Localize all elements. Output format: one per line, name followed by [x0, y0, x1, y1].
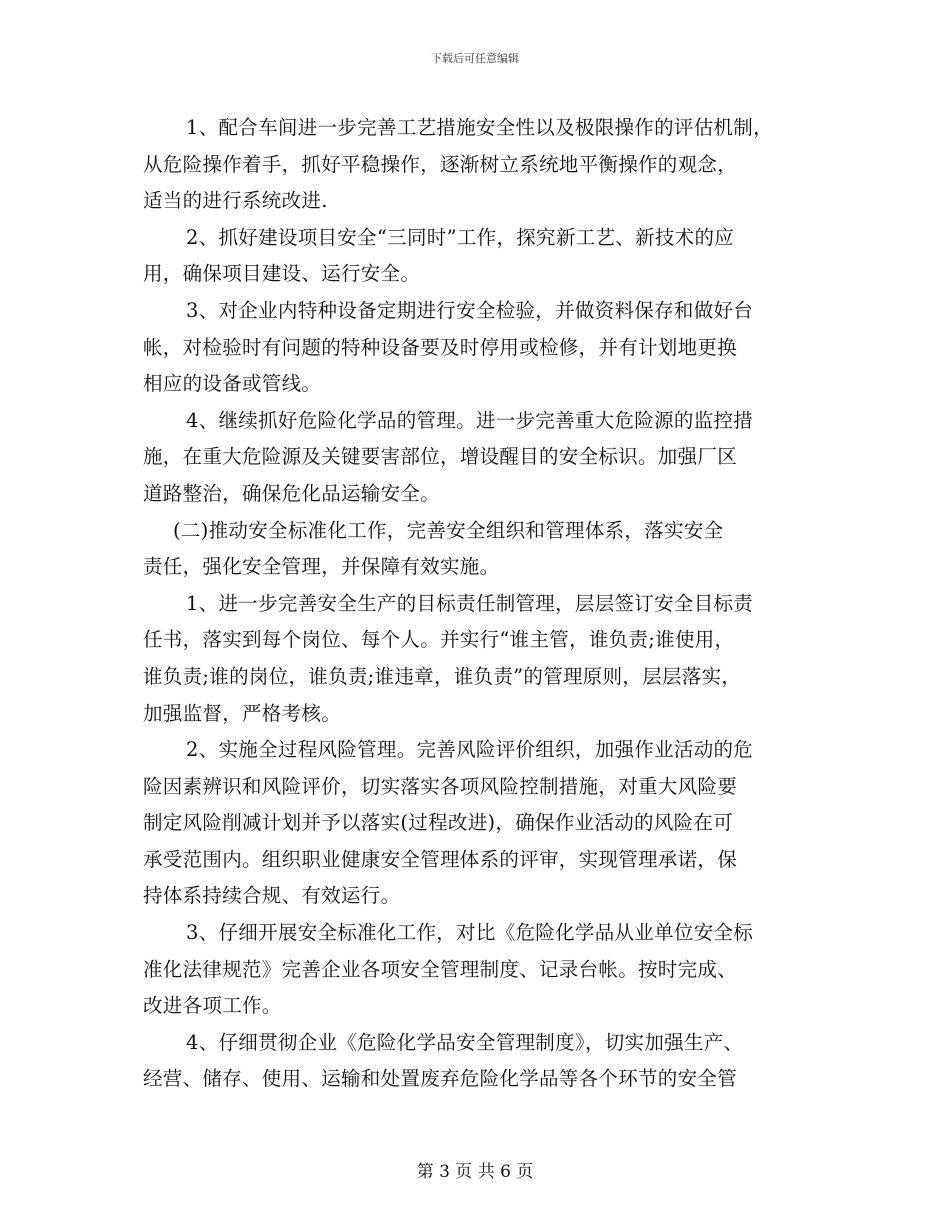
document-body [143, 110, 808, 1098]
paragraph-line: 谁负责;谁的岗位，谁负责;谁违章，谁负责”的管理原则，层层落实， [143, 664, 742, 688]
paragraph-line: 1、进一步完善安全生产的目标责任制管理，层层签订安全目标责 [186, 591, 754, 615]
paragraph-line: 承受范围内。组织职业健康安全管理体系的评审，实现管理承诺，保 [143, 847, 738, 871]
paragraph-line: 3、对企业内特种设备定期进行安全检验，并做资料保存和做好台 [186, 298, 754, 322]
paragraph-line: 帐，对检验时有问题的特种设备要及时停用或检修，并有计划地更换 [143, 335, 738, 359]
paragraph-line: 4、仔细贯彻企业《危险化学品安全管理制度》，切实加强生产、 [186, 1030, 744, 1054]
paragraph-line: 准化法律规范》完善企业各项安全管理制度、记录台帐。按时完成、 [143, 957, 738, 981]
paragraph-line: 用，确保项目建设、运行安全。 [143, 262, 421, 286]
paragraph-line: 险因素辨识和风险评价，切实落实各项风险控制措施，对重大风险要 [143, 774, 738, 798]
paragraph-line: 3、仔细开展安全标准化工作，对比《危险化学品从业单位安全标 [186, 921, 754, 945]
paragraph-line: 经营、储存、使用、运输和处置废弃危险化学品等各个环节的安全管 [143, 1067, 738, 1091]
paragraph-line: 任书，落实到每个岗位、每个人。并实行“谁主管，谁负责;谁使用， [143, 628, 735, 652]
paragraph-line: 相应的设备或管线。 [143, 372, 322, 396]
section-heading-line: (二)推动安全标准化工作，完善安全组织和管理体系，落实安全 [173, 518, 724, 542]
page-header: 下载后可任意编辑 [431, 52, 519, 65]
paragraph-line: 2、抓好建设项目安全“三同时”工作，探究新工艺、新技术的应 [186, 225, 735, 249]
paragraph-line: 制定风险削减计划并予以落实(过程改进)，确保作业活动的风险在可 [143, 811, 734, 835]
paragraph-line: 道路整治，确保危化品运输安全。 [143, 481, 441, 505]
paragraph-line: 适当的进行系统改进. [143, 189, 328, 213]
paragraph-line: 持体系持续合规、有效运行。 [143, 884, 401, 908]
paragraph-line: 从危险操作着手，抓好平稳操作，逐渐树立系统地平衡操作的观念， [143, 152, 738, 176]
paragraph-line: 2、实施全过程风险管理。完善风险评价组织，加强作业活动的危 [186, 738, 754, 762]
paragraph-line: 施，在重大危险源及关键要害部位，增设醒目的安全标识。加强厂区 [143, 445, 738, 469]
paragraph-line: 1、配合车间进一步完善工艺措施安全性以及极限操作的评估机制， [186, 116, 773, 139]
page-footer: 第 3 页 共 6 页 [416, 1162, 534, 1182]
paragraph-line: 改进各项工作。 [143, 994, 282, 1018]
paragraph-line: 4、继续抓好危险化学品的管理。进一步完善重大危险源的监控措 [186, 408, 754, 432]
paragraph-line: 加强监督，严格考核。 [143, 701, 342, 725]
paragraph-line: 责任，强化安全管理，并保障有效实施。 [143, 555, 500, 579]
